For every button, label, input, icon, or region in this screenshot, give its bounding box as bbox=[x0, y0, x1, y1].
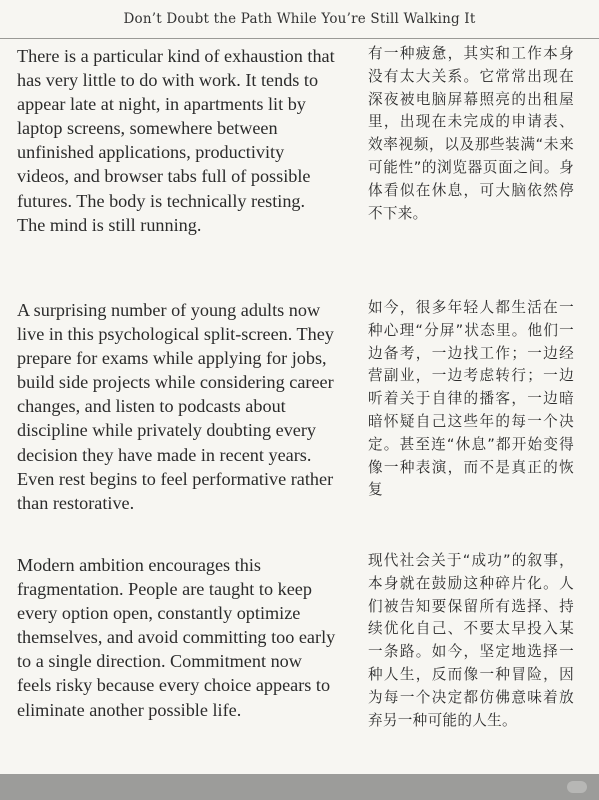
paragraph-3-english: Modern ambition encourages this fragmentation. People are taught to keep every option open, constantly optimize themselves, and avoid committing too early to a single direction. Commitment now feels risky because every choice appears to eliminate another possible life. bbox=[17, 555, 336, 720]
watermark-badge bbox=[567, 781, 587, 793]
page-header bbox=[0, 0, 599, 38]
page-title: Don’t Doubt the Path While You’re Still Walking It bbox=[123, 11, 476, 27]
paragraph-1-chinese: 有一种疲惫，其实和工作本身没有太大关系。它常常出现在深夜被电脑屏幕照亮的出租屋里，出现在未完成的申请表、效率视频，以及那些装满“未来可能性”的浏览器页面之间。身体看似在休息，可大脑依然停不下来。 bbox=[368, 45, 574, 222]
paragraph-2-english: A surprising number of young adults now live in this psychological split-screen. They prepare for exams while applying for jobs, build side projects while considering career changes, and listen to podcasts about discipline while privately doubting every decision they have made in recent years. Even rest begins to feel performative rather than restorative. bbox=[17, 300, 334, 513]
paragraph-1-english: There is a particular kind of exhaustion that has very little to do with work. It tends to appear late at night, in apartments lit by laptop screens, somewhere between unfinished applications, productivity videos, and browser tabs full of possible futures. The body is technically resting. The mind is still running. bbox=[17, 46, 335, 235]
bottom-bar bbox=[0, 774, 599, 800]
paragraph-3-chinese: 现代社会关于“成功”的叙事，本身就在鼓励这种碎片化。人们被告知要保留所有选择、持续优化自己、不要太早投入某一条路。如今，坚定地选择一种人生，反而像一种冒险，因为每一个决定都仿佛意味着放弃另一种可能的人生。 bbox=[368, 552, 574, 729]
header-divider bbox=[0, 38, 599, 39]
paragraph-2-chinese: 如今，很多年轻人都生活在一种心理“分屏”状态里。他们一边备考，一边找工作；一边经营副业，一边考虑转行；一边听着关于自律的播客，一边暗暗怀疑自己这些年的每一个决定。甚至连“休息”都开始变得像一种表演，而不是真正的恢复 bbox=[368, 299, 574, 499]
